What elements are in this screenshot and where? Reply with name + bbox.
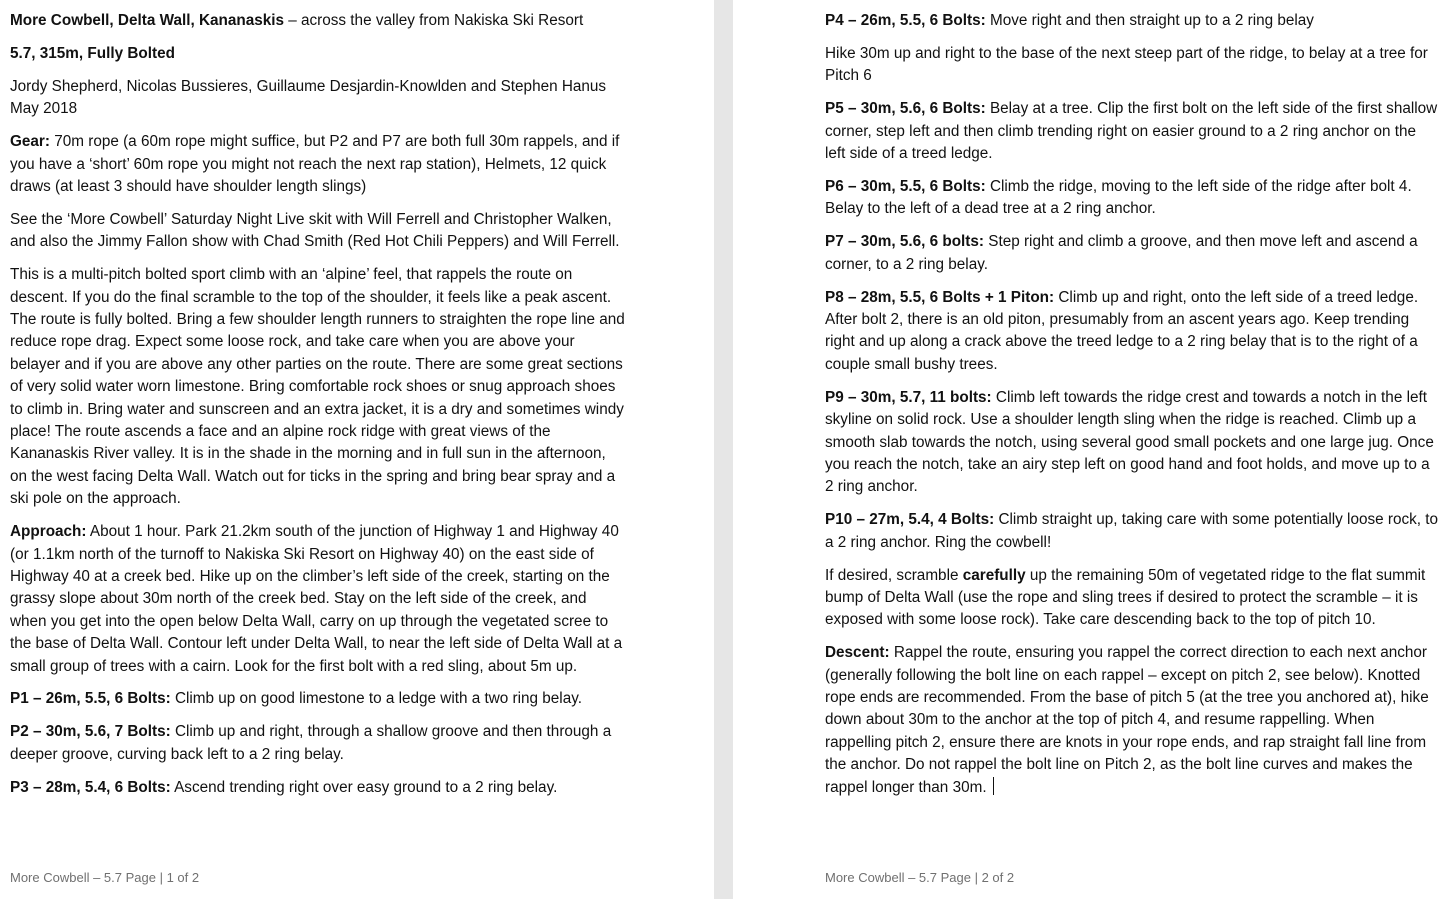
pitch-7 — [825, 231, 1440, 276]
pitch-3-text: Ascend trending right over easy ground to a 2 ring belay. — [170, 778, 558, 796]
pitch-4 — [825, 10, 1440, 32]
descent-paragraph — [825, 642, 1440, 799]
gear-label: Gear: — [10, 133, 50, 151]
pitch-3 — [10, 777, 625, 799]
pitch-4-text: Move right and then straight up to a 2 ring belay — [985, 12, 1314, 29]
approach-text: About 1 hour. Park 21.2km south of the junction of Highway 1 and Highway 40 (or 1.1km north of the turnoff to Nakiska Ski Resort on Highway 40) on the east side of Highway 40 at a creek bed. Hike up on the climber’s left side of the creek, starting on the grassy slope about 30m north of the creek bed. Stay on the left side of the creek, and when you get into the open below Delta Wall, carry on up through the vegetated scree to the base of Delta Wall. Contour left under Delta Wall, to near the left side of Delta Wall at a small group of trees with a cairn. Look for the first bolt with a red sling, about 5m up. — [10, 523, 623, 675]
page-1-footer: More Cowbell – 5.7 Page | 1 of 2 — [10, 870, 200, 885]
authors — [10, 76, 625, 121]
approach-paragraph — [10, 521, 625, 678]
pitch-7-text: Step right and climb a groove, and then move left and ascend a corner, to a 2 ring belay. — [825, 233, 1418, 273]
pitch-4-label: P4 – 26m, 5.5, 6 Bolts: — [825, 12, 986, 29]
pitch-10-text: Climb straight up, taking care with some potentially loose rock, to a 2 ring anchor. Ring the cowbell! — [825, 511, 1439, 551]
scramble-post: up the remaining 50m of vegetated ridge to the flat summit bump of Delta Wall (use the rope and sling trees if desired to protect the scramble – it is exposed with some loose rock). Take care descending back to the top of pitch 10. — [825, 566, 1426, 629]
hike-paragraph: Hike 30m up and right to the base of the next steep part of the ridge, to belay at a tree for Pitch 6 — [825, 44, 1428, 85]
description-paragraph: This is a multi-pitch bolted sport climb with an ‘alpine’ feel, that rappels the route on descent. If you do the final scramble to the top of the shoulder, it feels like a peak ascent. The route is fully bolted. Bring a few shoulder length runners to straighten the rope line and reduce rope drag. Expect some loose rock, and take care when you are above your belayer and if you are above any other parties on the route. There are some great sections of very solid water worn limestone. Bring comfortable rock shoes or snug approach shoes to climb in. Bring water and sunscreen and an extra jacket, it is a dry and sometimes windy place! The route ascends a face and an alpine rock ridge with great views of the Kananaskis River valley. It is in the shade in the morning and in full sun in the afternoon, on the west facing Delta Wall. Watch out for ticks in the spring and bring bear spray and a ski pole on the approach. — [10, 266, 625, 508]
pitch-5-text: Belay at a tree. Clip the first bolt on the left side of the first shallow corner, step left and then climb trending right on easier ground to a 2 ring anchor on the left side of a treed ledge. — [825, 100, 1438, 163]
pitch-6-label: P6 – 30m, 5.5, 6 Bolts: — [825, 177, 986, 195]
pitch-10 — [825, 509, 1440, 554]
document-page-1 — [0, 0, 714, 899]
pitch-8-text: Climb up and right, onto the left side of a treed ledge. After bolt 2, there is an old piton, presumably from an ascent years ago. Keep trending right and up along a crack above the treed ledge to a 2 ring belay that is to the right of a couple small bushy trees. — [825, 288, 1419, 373]
pitch-9-label: P9 – 30m, 5.7, 11 bolts: — [825, 388, 992, 406]
approach-label: Approach: — [10, 523, 87, 541]
pitch-1-label: P1 – 26m, 5.5, 6 Bolts: — [10, 690, 171, 708]
descent-label: Descent: — [825, 644, 890, 662]
pitch-2 — [10, 721, 625, 766]
pitch-5 — [825, 98, 1440, 165]
pitch-1-text: Climb up on good limestone to a ledge with a two ring belay. — [170, 690, 582, 708]
route-grade — [10, 43, 625, 65]
pitch-3-label: P3 – 28m, 5.4, 6 Bolts: — [10, 778, 171, 796]
pitch-6 — [825, 176, 1440, 221]
pitch-2-label: P2 – 30m, 5.6, 7 Bolts: — [10, 723, 171, 741]
pitch-9 — [825, 387, 1440, 499]
authors-date: May 2018 — [10, 100, 78, 118]
scramble-paragraph — [825, 565, 1440, 632]
authors-names: Jordy Shepherd, Nicolas Bussieres, Guillaume Desjardin-Knowlden and Stephen Hanus — [10, 77, 607, 95]
pitch-8-label: P8 – 28m, 5.5, 6 Bolts + 1 Piton: — [825, 288, 1055, 306]
scramble-bold: carefully — [962, 566, 1026, 584]
page-2-footer: More Cowbell – 5.7 Page | 2 of 2 — [825, 870, 1015, 885]
pitch-5-label: P5 – 30m, 5.6, 6 Bolts: — [825, 100, 986, 118]
route-grade-text: 5.7, 315m, Fully Bolted — [10, 44, 175, 62]
page-1-body — [10, 10, 625, 810]
pitch-1 — [10, 688, 625, 710]
page-2-body[interactable] — [825, 10, 1440, 810]
pitch-8 — [825, 287, 1440, 377]
pitch-6-text: Climb the ridge, moving to the left side of the ridge after bolt 4. Belay to the left of a dead tree at a 2 ring anchor. — [825, 177, 1412, 218]
pitch-10-label: P10 – 27m, 5.4, 4 Bolts: — [825, 511, 995, 529]
pitch-7-label: P7 – 30m, 5.6, 6 bolts: — [825, 233, 984, 251]
route-title-bold: More Cowbell, Delta Wall, Kananaskis — [10, 12, 284, 29]
gear-text: 70m rope (a 60m rope might suffice, but P2 and P7 are both full 30m rappels, and if you have a ‘short’ 60m rope you might not reach the next rap station), Helmets, 12 quick draws (at least 3 should have shoulder length slings) — [10, 133, 620, 195]
see-paragraph: See the ‘More Cowbell’ Saturday Night Live skit with Will Ferrell and Christopher Walken, and also the Jimmy Fallon show with Chad Smith (Red Hot Chili Peppers) and Will Ferrell. — [10, 210, 620, 251]
scramble-pre: If desired, scramble — [825, 566, 963, 584]
route-title — [10, 10, 625, 32]
route-title-rest: – across the valley from Nakiska Ski Resort — [284, 12, 584, 29]
pitch-9-text: Climb left towards the ridge crest and towards a notch in the left skyline on solid rock. Use a shoulder length sling when the ridge is reached. Climb up a smooth slab towards the notch, using several good small pockets and one large jug. Once you reach the notch, take an airy step left on good hand and foot holds, and move up to a 2 ring anchor. — [825, 388, 1434, 496]
text-cursor — [993, 777, 994, 795]
document-page-2 — [733, 0, 1450, 899]
descent-text: Rappel the route, ensuring you rappel the correct direction to each next anchor (generally following the bolt line on each rappel – except on pitch 2, see below). Knotted rope ends are recommended. From the base of pitch 5 (at the tree you anchored at), hike down about 30m to the anchor at the top of pitch 4, and resume rappelling. When rappelling pitch 2, ensure there are knots in your rope ends, and rap straight fall line from the anchor. Do not rappel the bolt line on Pitch 2, as the bolt line curves and makes the rappel longer than 30m. — [825, 644, 1429, 796]
gear-paragraph — [10, 131, 625, 198]
pitch-2-text: Climb up and right, through a shallow groove and then through a deeper groove, curving back left to a 2 ring belay. — [10, 723, 612, 763]
